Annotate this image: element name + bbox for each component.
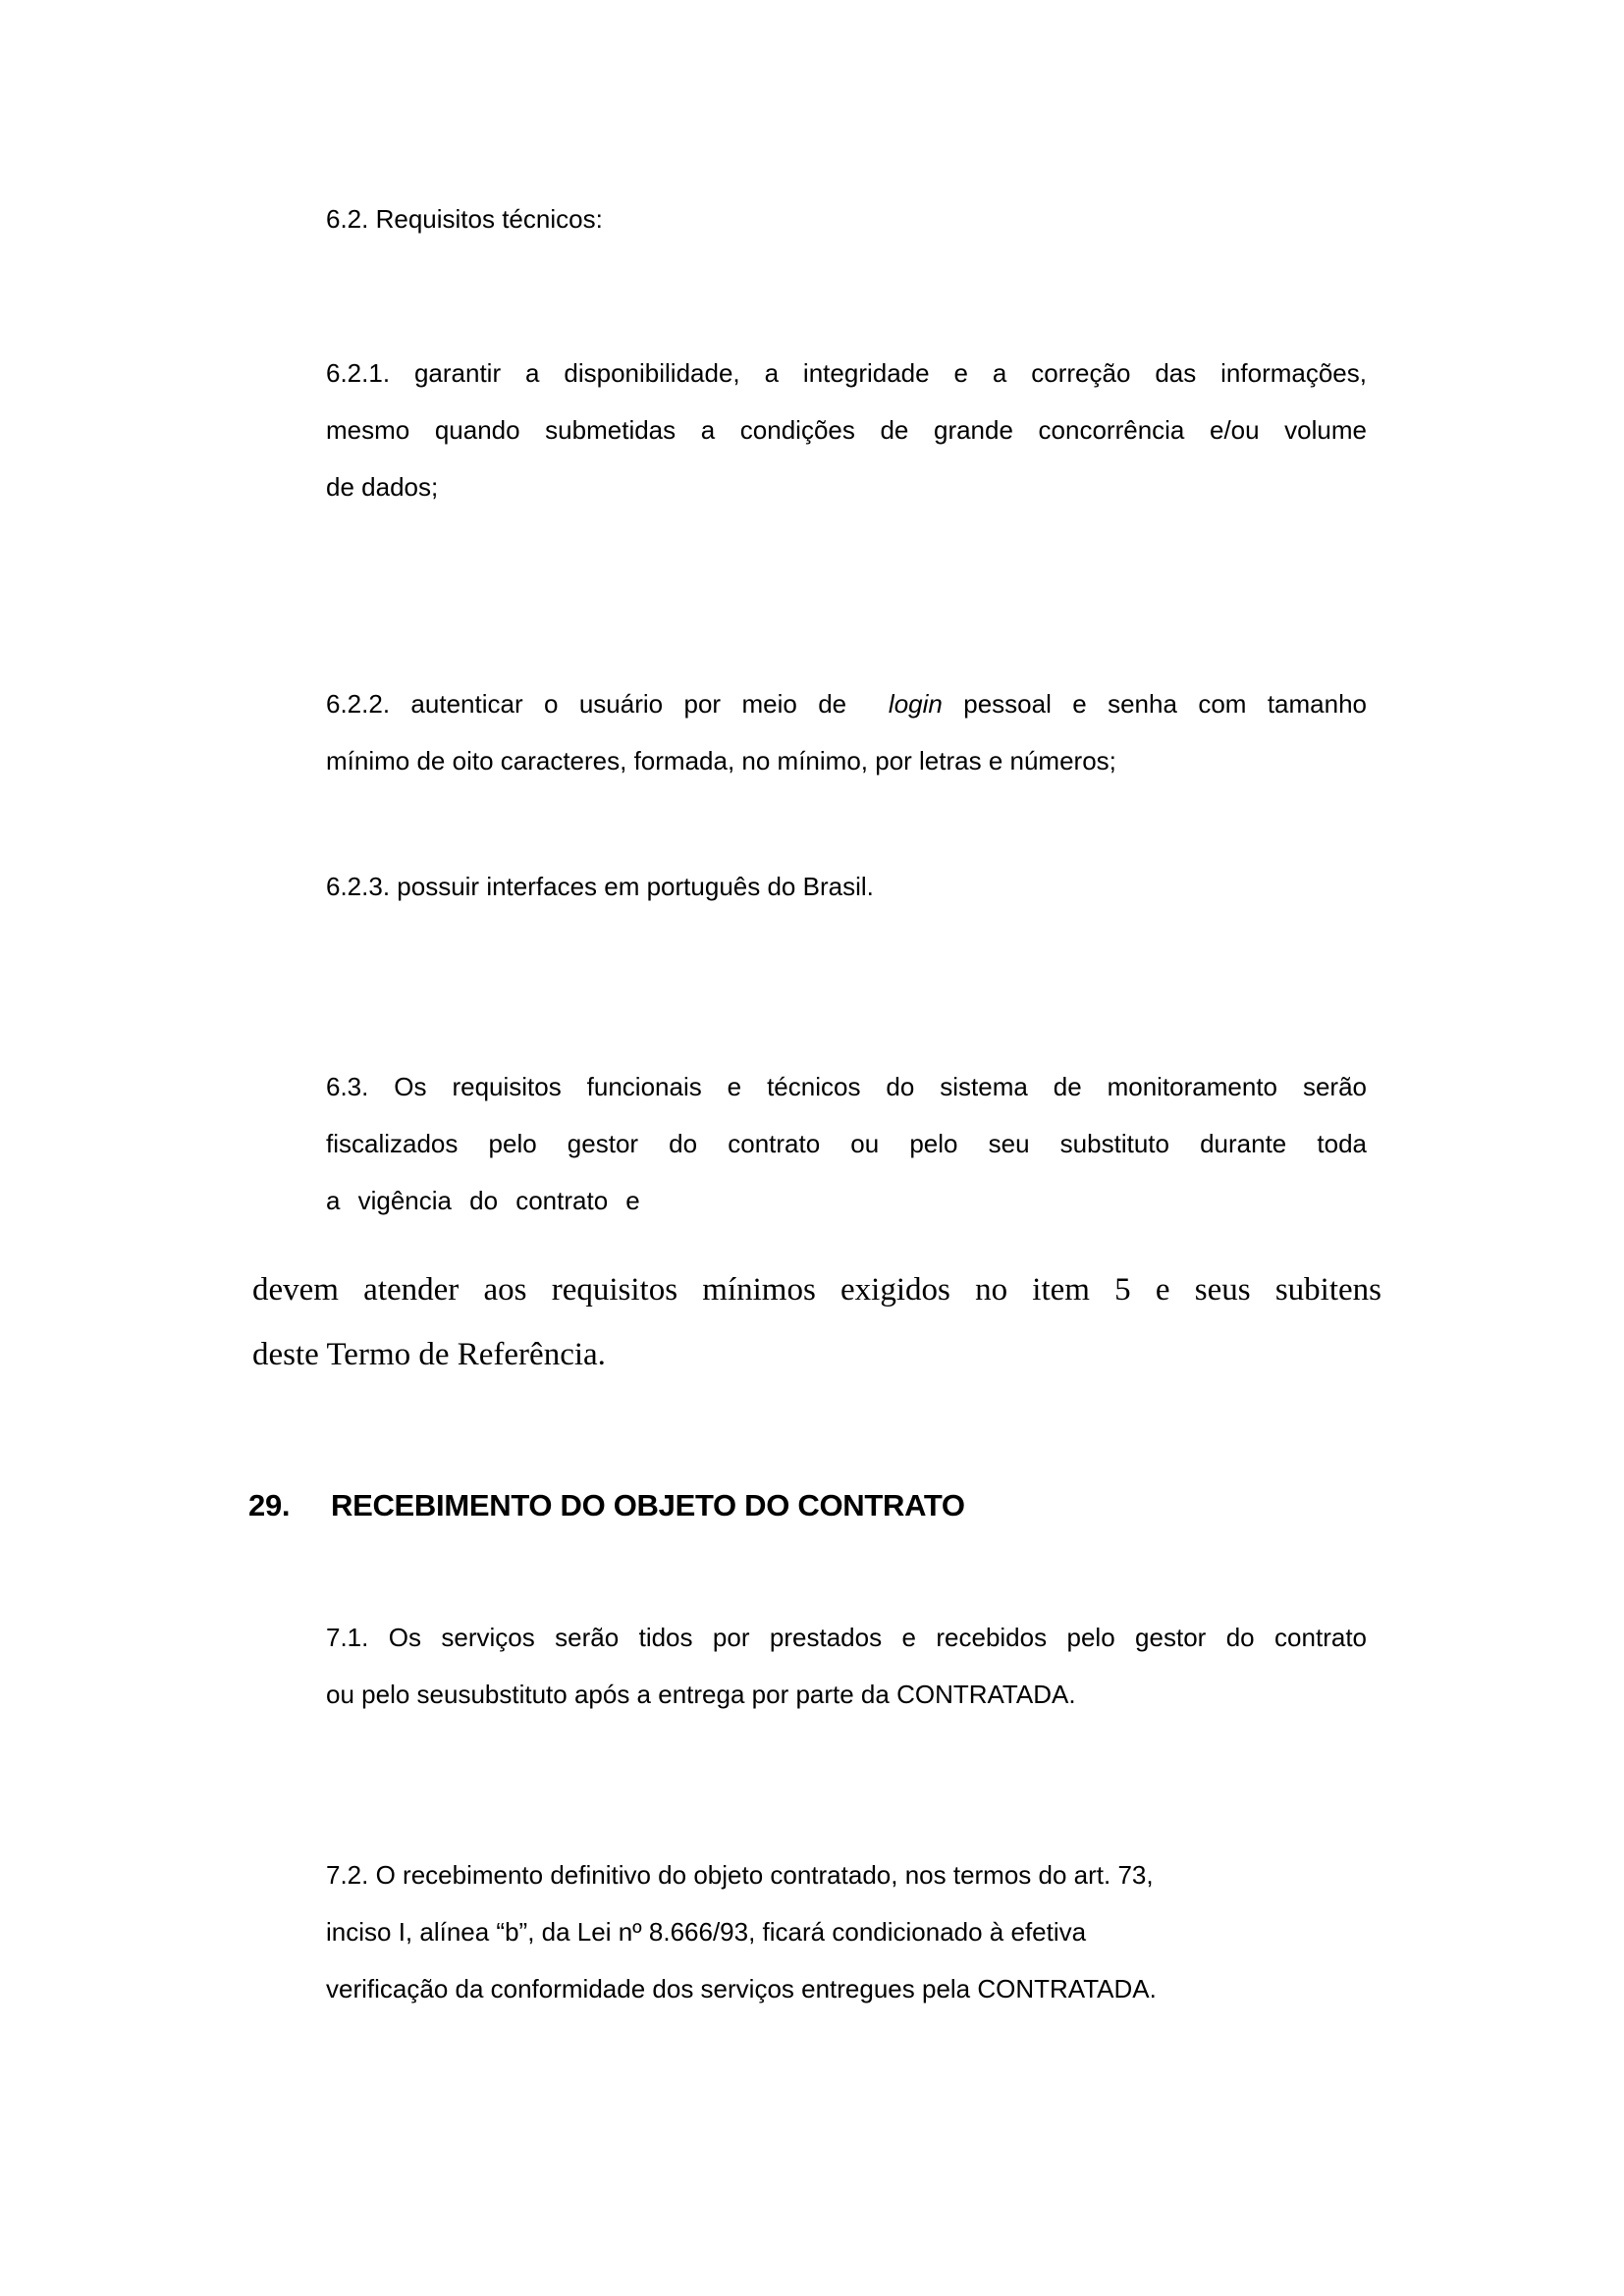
text-line — [252, 1257, 1381, 1322]
text-segment: 6.2.3. possuir interfaces em português do Brasil. — [326, 872, 874, 901]
text-segment: 6.3. Os requisitos funcionais e técnicos do sistema de monitoramento serão — [326, 1072, 1367, 1101]
text-line — [326, 345, 1367, 401]
text-segment: ou pelo seusubstituto após a entrega por parte da CONTRATADA. — [326, 1680, 1076, 1709]
text-line — [326, 732, 1367, 789]
text-line — [326, 458, 1367, 515]
text-line — [326, 1115, 1367, 1172]
text-segment: mesmo quando submetidas a condições de grande concorrência e/ou volume — [326, 415, 1367, 445]
text-segment: fiscalizados pelo gestor do contrato ou pelo seu substituto durante toda — [326, 1129, 1367, 1158]
text-line — [326, 1846, 1367, 1903]
section-number: 29. — [248, 1488, 291, 1522]
text-line — [326, 1903, 1367, 1960]
section-title: RECEBIMENTO DO OBJETO DO CONTRATO — [331, 1488, 965, 1522]
section-heading-29 — [248, 1486, 1427, 1525]
text-segment: mínimo de oito caracteres, formada, no mínimo, por letras e números; — [326, 746, 1116, 775]
text-line — [326, 1058, 1367, 1115]
text-line — [326, 401, 1367, 458]
text-segment: 6.2. Requisitos técnicos: — [326, 204, 603, 234]
text-segment: 7.1. Os serviços serão tidos por prestados e recebidos pelo gestor do contrato — [326, 1623, 1367, 1652]
clause-7-2 — [326, 1846, 1367, 2017]
text-segment: a vigência do contrato e — [326, 1186, 640, 1215]
text-segment: 6.2.2. autenticar o usuário por meio de — [326, 689, 889, 719]
text-line — [326, 1172, 1367, 1229]
text-segment: 7.2. O recebimento definitivo do objeto contratado, nos termos do art. 73, — [326, 1860, 1154, 1890]
serif-continuation-paragraph — [252, 1257, 1381, 1387]
clause-6-2-2 — [326, 675, 1367, 789]
text-segment: inciso I, alínea “b”, da Lei nº 8.666/93, ficará condicionado à efetiva — [326, 1917, 1087, 1947]
text-segment: 6.2.1. garantir a disponibilidade, a integridade e a correção das informações, — [326, 358, 1367, 388]
text-line — [326, 1609, 1367, 1666]
text-segment: de dados; — [326, 472, 439, 502]
clause-6-2-3 — [326, 858, 1367, 915]
clause-7-1 — [326, 1609, 1367, 1723]
clause-6-2-1 — [326, 345, 1367, 515]
text-segment: verificação da conformidade dos serviços entregues pela CONTRATADA. — [326, 1974, 1157, 2003]
clause-6-2 — [326, 190, 1367, 247]
text-line — [252, 1322, 1381, 1387]
text-segment: pessoal e senha com tamanho — [942, 689, 1368, 719]
italic-text-segment: login — [888, 689, 943, 719]
text-line — [326, 858, 1367, 915]
text-segment: deste Termo de Referência. — [252, 1337, 606, 1372]
text-line — [326, 675, 1367, 732]
text-line — [326, 1666, 1367, 1723]
text-segment: devem atender aos requisitos mínimos exigidos no item 5 e seus subitens — [252, 1272, 1381, 1308]
clause-6-3 — [326, 1058, 1367, 1229]
text-line — [326, 190, 1367, 247]
text-line — [326, 1960, 1367, 2017]
